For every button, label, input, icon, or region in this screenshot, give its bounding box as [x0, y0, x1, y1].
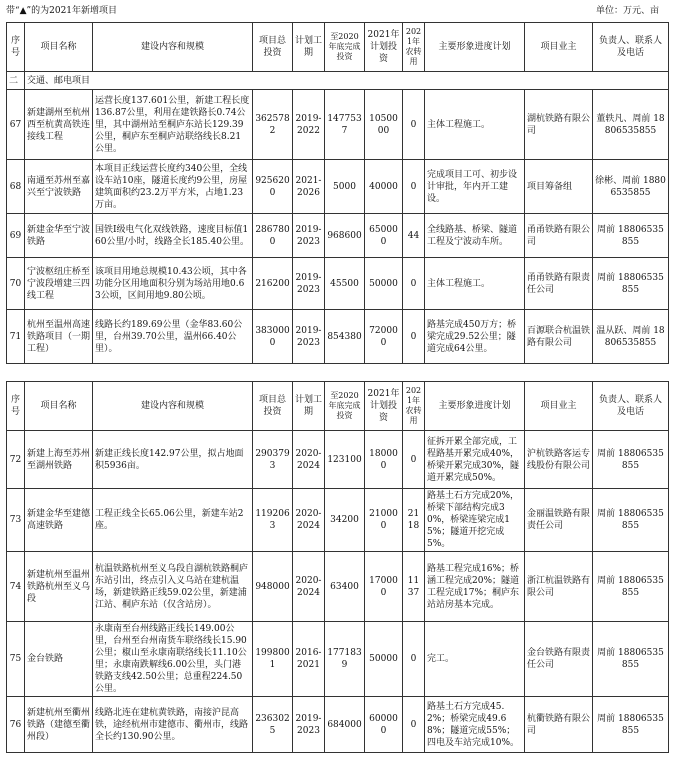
- planned-investment: 600000: [365, 697, 403, 753]
- project-table-top: [6, 22, 669, 364]
- row-number: 72: [7, 431, 25, 489]
- total-investment: 3830000: [253, 310, 293, 364]
- total-investment: 1192063: [253, 489, 293, 552]
- construction-content: 线路长约189.69公里（金华83.60公里，台州39.70公里，温州66.40公里）。: [93, 310, 253, 364]
- total-investment: 3625782: [253, 90, 293, 160]
- header-cell: 项目总投资: [253, 382, 293, 431]
- land-conversion: 44: [403, 214, 425, 258]
- contact-info: 周前 18806535855: [593, 214, 669, 258]
- plan-period: 2020-2024: [293, 489, 325, 552]
- construction-content: 国铁Ⅰ级电气化双线铁路，速度目标值160公里/小时，线路全长185.40公里。: [93, 214, 253, 258]
- header-cell: 负责人、联系人及电话: [593, 23, 669, 72]
- progress-plan: 主体工程施工。: [425, 90, 525, 160]
- new-project-note: 带“▲”的为2021年新增项目: [6, 6, 118, 16]
- land-conversion: 0: [403, 697, 425, 753]
- total-investment: 9256200: [253, 160, 293, 214]
- header-cell: 项目业主: [525, 23, 593, 72]
- construction-content: 新建正线长度142.97公里，拟占地面积5936亩。: [93, 431, 253, 489]
- project-owner: 甬甬铁路有限责任公司: [525, 258, 593, 310]
- progress-plan: 路基完成450万方；桥梁完成29.52公里；隧道完成64公里。: [425, 310, 525, 364]
- table-row: [7, 552, 669, 622]
- header-cell: 序号: [7, 23, 25, 72]
- plan-period: 2016-2021: [293, 622, 325, 697]
- completed-investment: 5000: [325, 160, 365, 214]
- row-number: 74: [7, 552, 25, 622]
- plan-period: 2019-2023: [293, 310, 325, 364]
- completed-investment: 1477537: [325, 90, 365, 160]
- project-name: 宁波枢纽庄桥至宁波段增建三四线工程: [25, 258, 93, 310]
- row-number: 68: [7, 160, 25, 214]
- completed-investment: 45500: [325, 258, 365, 310]
- table-row: [7, 622, 669, 697]
- construction-content: 本项目正线运营长度约340公里，全线设车站10座，隧道长度约9公里，房屋建筑面积约23.2万平方米，占地1.23万亩。: [93, 160, 253, 214]
- table-row: [7, 697, 669, 753]
- section-label: 交通、邮电项目: [25, 72, 669, 90]
- header-cell: 2021年农转用: [403, 382, 425, 431]
- progress-plan: 征拆开累全部完成，工程路基开累完成40%，桥梁开累完成30%，隧道开累完成50%。: [425, 431, 525, 489]
- project-name: 新建湖州至杭州西至杭黄高铁连接线工程: [25, 90, 93, 160]
- total-investment: 2363025: [253, 697, 293, 753]
- table-row: [7, 431, 669, 489]
- plan-period: 2019-2023: [293, 258, 325, 310]
- project-owner: 金台铁路有限责任公司: [525, 622, 593, 697]
- row-number: 67: [7, 90, 25, 160]
- contact-info: 董轶凡、周前 18806535855: [593, 90, 669, 160]
- plan-period: 2020-2024: [293, 431, 325, 489]
- planned-investment: 40000: [365, 160, 403, 214]
- land-conversion: 0: [403, 310, 425, 364]
- header-cell: 序号: [7, 382, 25, 431]
- header-cell: 主要形象进度计划: [425, 23, 525, 72]
- land-conversion: 0: [403, 258, 425, 310]
- contact-info: 周前 18806535855: [593, 431, 669, 489]
- header-cell: 2021年计划投资: [365, 23, 403, 72]
- total-investment: 2867800: [253, 214, 293, 258]
- header-cell: 计划工期: [293, 382, 325, 431]
- header-cell: 至2020年底完成投资: [325, 23, 365, 72]
- plan-period: 2020-2024: [293, 552, 325, 622]
- project-owner: 浙江杭温铁路有限公司: [525, 552, 593, 622]
- section-row: [7, 72, 669, 90]
- project-owner: 沪杭铁路客运专线股份有限公司: [525, 431, 593, 489]
- plan-period: 2019-2023: [293, 214, 325, 258]
- plan-period: 2021-2026: [293, 160, 325, 214]
- completed-investment: 684000: [325, 697, 365, 753]
- contact-info: 周前 18806535855: [593, 697, 669, 753]
- table-row: [7, 310, 669, 364]
- land-conversion: 0: [403, 160, 425, 214]
- row-number: 70: [7, 258, 25, 310]
- completed-investment: 34200: [325, 489, 365, 552]
- project-owner: 金丽温铁路有限责任公司: [525, 489, 593, 552]
- project-owner: 甬甬铁路有限公司: [525, 214, 593, 258]
- row-number: 76: [7, 697, 25, 753]
- section-num: 二: [7, 72, 25, 90]
- contact-info: 徐彬、周前 18806535855: [593, 160, 669, 214]
- table-row: [7, 489, 669, 552]
- project-name: 新建上海至苏州至湖州铁路: [25, 431, 93, 489]
- planned-investment: 210000: [365, 489, 403, 552]
- project-table-bottom: [6, 381, 669, 753]
- header-cell: 项目总投资: [253, 23, 293, 72]
- completed-investment: 854380: [325, 310, 365, 364]
- header-cell: 项目业主: [525, 382, 593, 431]
- construction-content: 永康南至台州线路正线长149.00公里，台州至台州南货车联络线长15.90公里；椒山至永康南联络线长11.10公里；永康南跌解线6.00公里，头门港铁路支线42.50公里；总重程224.50公里。: [93, 622, 253, 697]
- contact-info: 周前 18806535855: [593, 552, 669, 622]
- construction-content: 杭温铁路杭州至义乌段自湖杭铁路桐庐东站引出，终点引入义乌站在建杭温场，新建铁路正线59.02公里，新建浦江站、桐庐东站（仅含站房）。: [93, 552, 253, 622]
- header-cell: 2021年农转用: [403, 23, 425, 72]
- project-name: 新建杭州至衢州铁路（建德至衢州段）: [25, 697, 93, 753]
- header-cell: 至2020年底完成投资: [325, 382, 365, 431]
- project-owner: 项目筹备组: [525, 160, 593, 214]
- construction-content: 工程正线全长65.06公里，新建车站2座。: [93, 489, 253, 552]
- table-row: [7, 214, 669, 258]
- planned-investment: 50000: [365, 622, 403, 697]
- table-header-row: [7, 23, 669, 72]
- project-name: 南通至苏州至嘉兴至宁波铁路: [25, 160, 93, 214]
- construction-content: 线路北连在建杭黄铁路，南接沪昆高铁，途经杭州市建德市、衢州市，线路全长约130.90公里。: [93, 697, 253, 753]
- table-header-row: [7, 382, 669, 431]
- project-name: 金台铁路: [25, 622, 93, 697]
- project-name: 新建杭州至温州铁路杭州至义乌段: [25, 552, 93, 622]
- land-conversion: 0: [403, 431, 425, 489]
- total-investment: 1998001: [253, 622, 293, 697]
- land-conversion: 1137: [403, 552, 425, 622]
- header-cell: 建设内容和规模: [93, 23, 253, 72]
- header-cell: 2021年计划投资: [365, 382, 403, 431]
- progress-plan: 路基土石方完成20%，桥梁下部结构完成30%，桥梁连梁完成15%；隧道开挖完成5%。: [425, 489, 525, 552]
- header-cell: 负责人、联系人及电话: [593, 382, 669, 431]
- row-number: 71: [7, 310, 25, 364]
- total-investment: 2903793: [253, 431, 293, 489]
- project-owner: 百源联合杭温铁路有限公司: [525, 310, 593, 364]
- progress-plan: 主体工程施工。: [425, 258, 525, 310]
- completed-investment: 123100: [325, 431, 365, 489]
- progress-plan: 完成项目工可、初步设计审批，年内开工建设。: [425, 160, 525, 214]
- table-row: [7, 160, 669, 214]
- progress-plan: 全线路基、桥梁、隧道工程及宁波动车所。: [425, 214, 525, 258]
- construction-content: 运营长度137.601公里，新建工程长度136.87公里，利用在建铁路长0.74公里，其中湖州站至桐庐东站长129.39公里，桐庐东至桐庐站联络线长8.21公里。: [93, 90, 253, 160]
- project-name: 新建金华至建德高速铁路: [25, 489, 93, 552]
- table-row: [7, 258, 669, 310]
- total-investment: 216200: [253, 258, 293, 310]
- header-cell: 项目名称: [25, 382, 93, 431]
- unit-label: 单位：万元、亩: [595, 6, 659, 16]
- completed-investment: 63400: [325, 552, 365, 622]
- header-cell: 项目名称: [25, 23, 93, 72]
- contact-info: 周前 18806535855: [593, 258, 669, 310]
- total-investment: 948000: [253, 552, 293, 622]
- header-cell: 计划工期: [293, 23, 325, 72]
- planned-investment: 720000: [365, 310, 403, 364]
- planned-investment: 170000: [365, 552, 403, 622]
- planned-investment: 650000: [365, 214, 403, 258]
- progress-plan: 路基工程完成16%；桥涵工程完成20%；隧道工程完成17%；桐庐东站站房基本完成。: [425, 552, 525, 622]
- table-row: [7, 90, 669, 160]
- project-name: 杭州至温州高速铁路项目（一期工程）: [25, 310, 93, 364]
- contact-info: 周前 18806535855: [593, 622, 669, 697]
- plan-period: 2019-2023: [293, 697, 325, 753]
- row-number: 69: [7, 214, 25, 258]
- construction-content: 该项目用地总规模10.43公顷，其中各功能分区用地面积分别为场站用地0.63公顷，区间用地9.80公顷。: [93, 258, 253, 310]
- completed-investment: 968600: [325, 214, 365, 258]
- planned-investment: 50000: [365, 258, 403, 310]
- progress-plan: 完工。: [425, 622, 525, 697]
- header-cell: 主要形象进度计划: [425, 382, 525, 431]
- progress-plan: 路基土石方完成45.2%；桥梁完成49.68%；隧道完成55%；四电及车站完成10%。: [425, 697, 525, 753]
- land-conversion: 0: [403, 90, 425, 160]
- project-name: 新建金华至宁波铁路: [25, 214, 93, 258]
- land-conversion: 2118: [403, 489, 425, 552]
- project-owner: 杭衢铁路有限公司: [525, 697, 593, 753]
- contact-info: 温从跃、周前 18806535855: [593, 310, 669, 364]
- planned-investment: 1050000: [365, 90, 403, 160]
- contact-info: 周前 18806535855: [593, 489, 669, 552]
- plan-period: 2019-2022: [293, 90, 325, 160]
- project-owner: 湖杭铁路有限公司: [525, 90, 593, 160]
- header-cell: 建设内容和规模: [93, 382, 253, 431]
- planned-investment: 180000: [365, 431, 403, 489]
- row-number: 73: [7, 489, 25, 552]
- land-conversion: 0: [403, 622, 425, 697]
- completed-investment: 1771839: [325, 622, 365, 697]
- row-number: 75: [7, 622, 25, 697]
